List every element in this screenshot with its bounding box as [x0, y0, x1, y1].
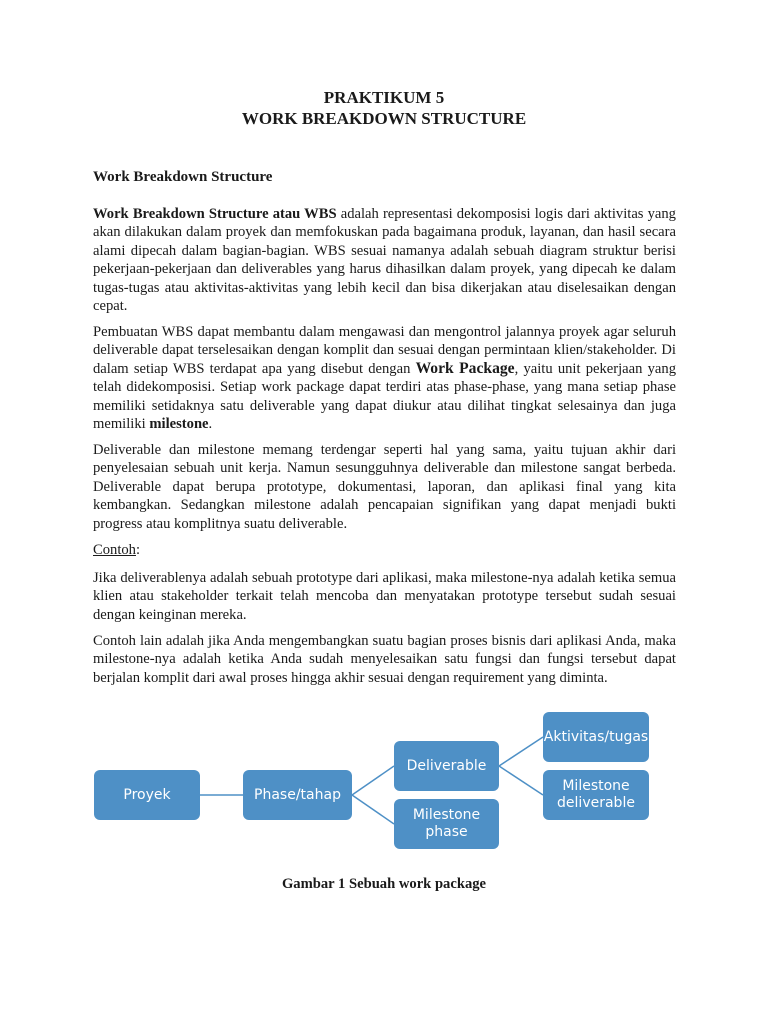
milestone-term: milestone [149, 416, 209, 433]
node-line: Milestone [412, 807, 481, 823]
connector-deliverable-aktivitas [499, 737, 543, 766]
connector-phase-deliverable [352, 766, 394, 795]
connector-deliverable-milestone [499, 766, 543, 795]
paragraph-text: , yaitu unit pekerjaan yang telah didekomposisi. Setiap work package dapat terdiri atas phase-phase, yang mana setiap phase memiliki setidaknya satu deliverable yang dapat diukur atau dilihat tingkat selesainya dan juga memiliki [93, 360, 677, 433]
paragraph-text: adalah representasi dekomposisi logis dari aktivitas yang akan dilakukan dalam proyek dan memfokuskan pada bagaimana produk, layanan, dan hasil secara alami dipecah dalam bagian-bagian. WBS sesuai namanya adalah sebuah diagram struktur berisi pekerjaan-pekerjaan dan deliverables yang harus dihasilkan dalam proyek, yang dipecah ke dalam tugas-tugas atau aktivitas-aktivitas yang lebih kecil dan bisa dikerjakan atau diselesaikan dengan cepat. [93, 206, 676, 315]
paragraph-text: . [208, 416, 213, 433]
work-package-term: Work Package [415, 359, 515, 377]
section-heading: Work Breakdown Structure [93, 169, 273, 185]
paragraph-deliverable-vs-milestone: Deliverable dan milestone memang terdengar seperti hal yang sama, yaitu tujuan akhir dari penyelesaian sebuah unit kerja. Namun sesungguhnya deliverable dan milestone sangat berbeda. Deliverable dapat berupa prototype, dokumentasi, laporan, dan aplikasi final yang kita kembangkan. Sedangkan milestone adalah pencapaian signifikan yang dapat menjadi bukti progress atau komplitnya suatu deliverable. [93, 442, 676, 532]
diagram-node-proyek: Proyek [94, 770, 200, 820]
example-colon: : [135, 542, 141, 558]
figure-caption: Gambar 1 Sebuah work package [281, 876, 487, 892]
paragraph-example-1: Jika deliverablenya adalah sebuah prototype dari aplikasi, maka milestone-nya adalah ketika semua klien atau stakeholder terkait telah mencoba dan menyatakan prototype tersebut sudah sesuai dengan keinginan mereka. [93, 570, 676, 623]
example-label: Contoh [93, 542, 136, 558]
node-line: deliverable [557, 795, 635, 811]
diagram-node-aktivitas: Aktivitas/tugas [543, 712, 649, 762]
wbs-term: Work Breakdown Structure atau WBS [93, 206, 337, 222]
diagram-node-deliverable: Deliverable [394, 741, 499, 791]
diagram-node-milestone-phase [394, 799, 499, 849]
paragraph-text: Pembuatan WBS dapat membantu dalam mengawasi dan mengontrol jalannya proyek agar seluruh deliverable dapat terselesaikan dengan komplit dan sesuai dengan permintaan klien/stakeholder. Di dalam setiap WBS terdapat apa yang disebut dengan [93, 324, 676, 377]
diagram-node-milestone-deliverable [543, 770, 649, 820]
paragraph-wbs-definition [93, 205, 676, 315]
node-line: phase [425, 824, 468, 840]
connector-phase-milestone [352, 795, 394, 824]
page-title-line1: PRAKTIKUM 5 [323, 88, 445, 107]
page-title-line2: WORK BREAKDOWN STRUCTURE [241, 109, 527, 128]
paragraph-wbs-purpose [93, 323, 676, 433]
paragraph-example-label [93, 541, 676, 559]
paragraph-example-2: Contoh lain adalah jika Anda mengembangkan suatu bagian proses bisnis dari aplikasi Anda, maka milestone-nya adalah ketika Anda sudah menyelesaikan satu fungsi dan fungsi tersebut dapat berjalan komplit dari awal proses hingga akhir sesuai dengan requirement yang diminta. [93, 633, 676, 686]
node-line: Milestone [562, 778, 630, 794]
diagram-node-phase: Phase/tahap [243, 770, 352, 820]
